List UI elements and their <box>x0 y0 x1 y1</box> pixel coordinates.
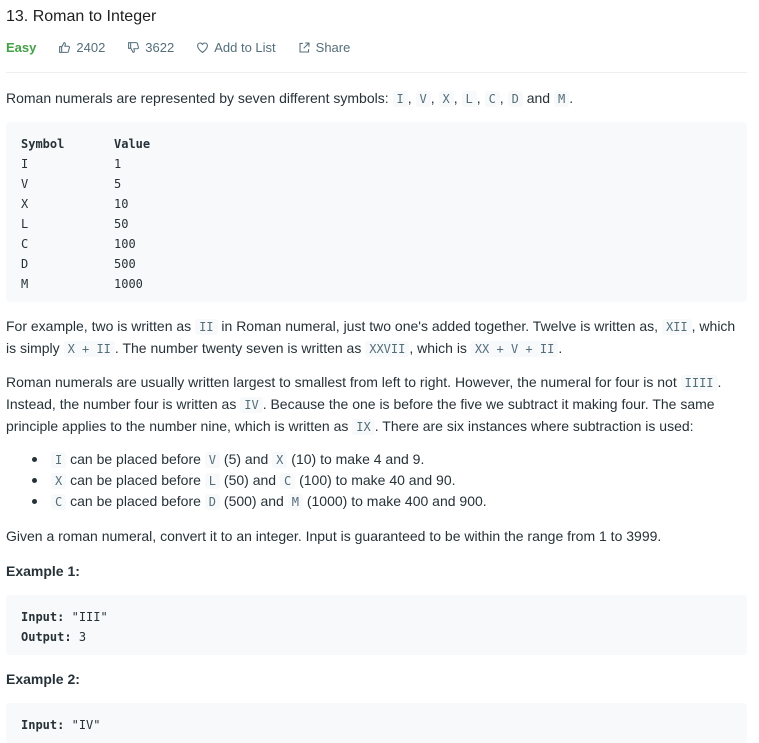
inline-code: D <box>205 494 220 510</box>
header-value: Value <box>114 137 151 151</box>
text: . The number twenty seven is written as <box>114 340 362 356</box>
text: can be placed before <box>70 451 201 467</box>
inline-code: I <box>51 452 66 468</box>
input-value: "III" <box>71 610 108 624</box>
value-cell: 10 <box>114 197 129 211</box>
example-2-block <box>6 703 747 743</box>
heart-icon <box>196 41 209 54</box>
table-row <box>21 234 732 254</box>
example-1-block <box>6 595 747 655</box>
problem-title: 13. Roman to Integer <box>6 8 157 25</box>
list-item <box>6 449 747 470</box>
list-item <box>6 470 747 491</box>
value-cell: 1000 <box>114 277 143 291</box>
output-value: 3 <box>78 630 87 644</box>
like-button[interactable] <box>58 40 105 55</box>
text: . Because the one is before the five we subtract it making four. The same principle applies to the number nine, which is written as <box>6 396 715 434</box>
inline-code: L <box>205 473 220 489</box>
list-item <box>6 491 747 512</box>
value-cell: 50 <box>114 217 129 231</box>
example-1-title: Example 1: <box>6 563 80 579</box>
symbol-cell: D <box>21 257 29 271</box>
inline-code: C <box>51 494 66 510</box>
subtraction-paragraph <box>6 372 747 438</box>
subtraction-rules-list <box>6 449 747 512</box>
inline-code: XII <box>662 319 692 335</box>
value-cell: 1 <box>114 157 122 171</box>
symbol-cell: I <box>21 157 29 171</box>
table-row <box>21 274 732 294</box>
symbol-cell: M <box>21 277 29 291</box>
text: can be placed before <box>70 493 201 509</box>
intro-paragraph: Roman numerals are represented by seven different symbols: I , V , X , L , C , D and M . <box>6 90 574 106</box>
inline-code: XXVII <box>365 341 409 357</box>
inline-code: II <box>195 319 217 335</box>
intro-text: Roman numerals are represented by seven different symbols: <box>6 90 389 106</box>
inline-code: IV <box>240 397 262 413</box>
header-divider <box>6 72 747 73</box>
text: (1000) to make 400 and 900. <box>306 493 487 509</box>
symbol-code: M <box>554 91 569 107</box>
inline-code: X <box>51 473 66 489</box>
table-row <box>21 194 732 214</box>
input-value: "IV" <box>71 718 101 732</box>
inline-code: X <box>272 452 287 468</box>
value-cell: 100 <box>114 237 136 251</box>
text: can be placed before <box>70 472 201 488</box>
add-to-list-button[interactable] <box>196 40 275 55</box>
inline-code: IX <box>352 419 374 435</box>
text: (5) and <box>223 451 269 467</box>
thumbs-up-icon <box>58 41 71 54</box>
output-label: Output: <box>21 630 72 644</box>
symbol-code: V <box>416 91 431 107</box>
input-label: Input: <box>21 718 65 732</box>
inline-code: X + II <box>64 341 115 357</box>
inline-code: M <box>288 494 303 510</box>
symbol-code: X <box>439 91 454 107</box>
intro-end: . <box>569 90 574 106</box>
example-paragraph <box>6 316 747 360</box>
table-header-row <box>21 134 732 154</box>
add-to-list-label: Add to List <box>214 40 276 55</box>
share-label: Share <box>315 40 351 55</box>
thumbs-down-icon <box>127 41 140 54</box>
header-symbol: Symbol <box>21 137 65 151</box>
dislike-count: 3622 <box>145 40 175 55</box>
text: (10) to make 4 and 9. <box>291 451 425 467</box>
text: (500) and <box>223 493 284 509</box>
inline-code: XX + V + II <box>471 341 558 357</box>
dislike-button[interactable] <box>127 40 174 55</box>
symbol-code: I <box>393 91 408 107</box>
text: . Instead, the number four is written as <box>6 374 722 412</box>
value-cell: 5 <box>114 177 122 191</box>
symbol-cell: C <box>21 237 29 251</box>
table-row <box>21 154 732 174</box>
example-2-title: Example 2: <box>6 671 80 687</box>
problem-meta-bar <box>6 40 747 55</box>
inline-code: IIII <box>681 375 718 391</box>
text: (50) and <box>223 472 277 488</box>
inline-code: V <box>205 452 220 468</box>
symbol-cell: X <box>21 197 29 211</box>
input-label: Input: <box>21 610 65 624</box>
text: For example, two is written as <box>6 318 192 334</box>
text: . <box>558 340 563 356</box>
difficulty-badge: Easy <box>6 40 37 55</box>
example-input-line <box>21 607 732 627</box>
symbol-cell: L <box>21 217 29 231</box>
share-button[interactable] <box>298 40 351 55</box>
share-icon <box>298 41 311 54</box>
symbol-value-table <box>6 122 747 302</box>
value-cell: 500 <box>114 257 136 271</box>
table-row <box>21 214 732 234</box>
text: Roman numerals are usually written largest to smallest from left to right. However, the numeral for four is not <box>6 374 677 390</box>
inline-code: C <box>280 473 295 489</box>
like-count: 2402 <box>76 40 106 55</box>
symbol-code: L <box>462 91 477 107</box>
table-row <box>21 254 732 274</box>
symbol-code: C <box>485 91 500 107</box>
intro-and: and <box>526 90 551 106</box>
table-row <box>21 174 732 194</box>
symbol-cell: V <box>21 177 29 191</box>
text: , which is <box>409 340 467 356</box>
text: (100) to make 40 and 90. <box>299 472 456 488</box>
text: . There are six instances where subtraction is used: <box>374 418 694 434</box>
example-input-line <box>21 715 732 735</box>
example-output-line <box>21 627 732 647</box>
symbol-code: D <box>508 91 523 107</box>
task-paragraph: Given a roman numeral, convert it to an integer. Input is guaranteed to be within the range from 1 to 3999. <box>6 528 662 544</box>
text: in Roman numeral, just two one's added together. Twelve is written as, <box>221 318 659 334</box>
text: , which is simply <box>6 318 736 356</box>
